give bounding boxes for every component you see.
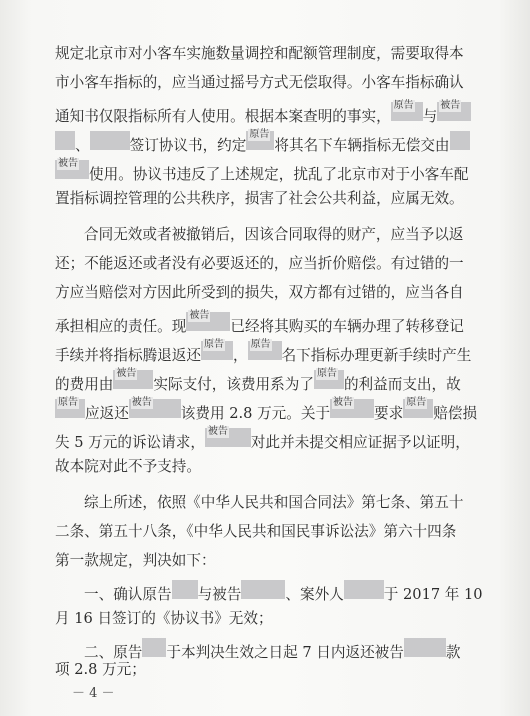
redaction-block: 原告 bbox=[246, 131, 274, 150]
text-line: 方应当赔偿对方因此所受到的损失，双方都有过错的，应当各自 bbox=[55, 284, 464, 301]
text-line: 月 16 日签订的《协议书》无效； bbox=[55, 610, 273, 627]
redaction-block: 原告 bbox=[403, 399, 433, 418]
text-line: 项 2.8 万元； bbox=[55, 661, 146, 678]
text-line: 市小客车指标的，应当通过摇号方式无偿取得。小客车指标确认 bbox=[55, 74, 464, 91]
redaction-block: 原告 bbox=[391, 102, 423, 121]
redaction-block bbox=[344, 580, 384, 599]
redaction-block: 原告 bbox=[314, 370, 344, 389]
redaction-block bbox=[404, 638, 446, 657]
text-line: 二、原告 于本判决生效之日起 7 日内返还被告 款 bbox=[84, 638, 460, 663]
redaction-block: 被告 bbox=[186, 312, 230, 331]
redaction-block: 原告 bbox=[55, 399, 85, 418]
text-line: 合同无效或者被撤销后，因该合同取得的财产，应当予以返 bbox=[84, 226, 464, 243]
text-line: 承担相应的责任。现 被告 已经将其购买的车辆办理了转移登记 bbox=[55, 310, 464, 335]
redaction-block bbox=[142, 638, 166, 657]
redaction-block: 被告 bbox=[129, 399, 181, 418]
text-line: 原告 应返还 被告 该费用 2.8 万元。关于 被告 要求 原告 赔偿损 bbox=[55, 399, 477, 424]
page-number: － 4 － bbox=[72, 686, 115, 701]
text-line: 置指标调控管理的公共秩序，损害了社会公共利益，应属无效。 bbox=[55, 190, 464, 207]
redaction-block: 被告 bbox=[330, 399, 374, 418]
redaction-block bbox=[172, 580, 198, 599]
text-line: 手续并将指标腾退返还 原告 ， 原告 名下指标办理更新手续时产生 bbox=[55, 339, 472, 364]
text-line: 还；不能返还或者没有必要返还的，应当折价赔偿。有过错的一 bbox=[55, 255, 464, 272]
text-line: 失 5 万元的诉讼请求， 被告 对此并未提交相应证据予以证明， bbox=[55, 426, 470, 451]
redaction-block bbox=[450, 131, 470, 150]
redaction-block: 被告 bbox=[55, 160, 89, 179]
redaction-block bbox=[55, 131, 75, 150]
redaction-block: 被告 bbox=[205, 428, 251, 447]
text-line: 一、确认原告 与被告 、案外人 于 2017 年 10 bbox=[84, 580, 483, 605]
redaction-block: 原告 bbox=[201, 341, 233, 360]
text-line: 、 签订协议书，约定 原告 将其名下车辆指标无偿交由 bbox=[55, 131, 470, 156]
redaction-block: 被告 bbox=[437, 102, 471, 121]
redaction-block bbox=[241, 580, 285, 599]
redaction-block bbox=[90, 131, 130, 150]
text-line: 规定北京市对小客车实施数量调控和配额管理制度，需要取得本 bbox=[55, 45, 464, 62]
redaction-block: 被告 bbox=[113, 370, 153, 389]
text-line: 的费用由 被告 实际支付，该费用系为了 原告 的利益而支出，故 bbox=[55, 368, 461, 393]
text-line: 综上所述，依照《中华人民共和国合同法》第七条、第五十 bbox=[84, 494, 464, 511]
text-line: 二条、第五十八条，《中华人民共和国民事诉讼法》第六十四条 bbox=[55, 523, 457, 540]
text-line: 通知书仅限指标所有人使用。根据本案查明的事实， 原告 与 被告 bbox=[55, 102, 471, 127]
text-line: 被告 使用。协议书违反了上述规定，扰乱了北京市对于小客车配 bbox=[55, 160, 468, 185]
redaction-block: 原告 bbox=[248, 341, 282, 360]
text-line: 第一款规定，判决如下： bbox=[55, 552, 216, 569]
text-line: 故本院对此不予支持。 bbox=[55, 458, 201, 475]
